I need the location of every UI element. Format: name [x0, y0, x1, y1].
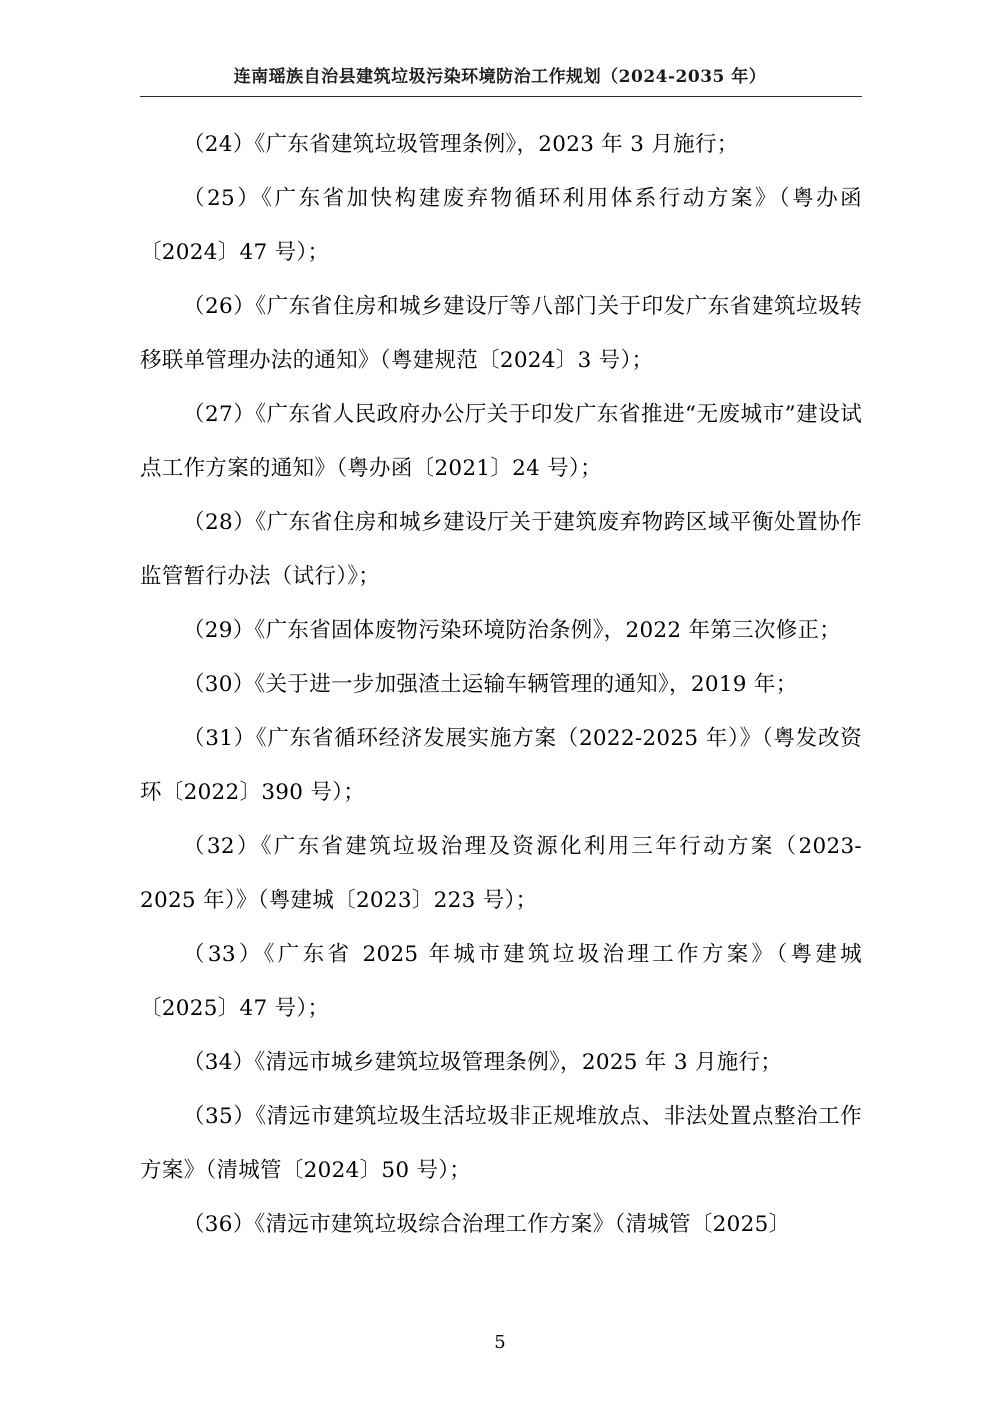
document-body	[140, 118, 862, 1252]
page-header	[140, 62, 860, 87]
paragraph: （31）《广东省循环经济发展实施方案（2022-2025 年）》（粤发改资环〔2022〕390 号）；	[140, 726, 862, 805]
paragraph: （35）《清远市建筑垃圾生活垃圾非正规堆放点、非法处置点整治工作方案》（清城管〔2024〕50 号）；	[140, 1104, 862, 1183]
paragraph: （30）《关于进一步加强渣土运输车辆管理的通知》，2019 年；	[183, 672, 798, 697]
paragraph: （25）《广东省加快构建废弃物循环利用体系行动方案》（粤办函〔2024〕47 号）；	[140, 186, 862, 265]
paragraph: （26）《广东省住房和城乡建设厅等八部门关于印发广东省建筑垃圾转移联单管理办法的通知》（粤建规范〔2024〕3 号）；	[140, 294, 862, 373]
page-number: 5	[494, 1332, 506, 1353]
header-title: 连南瑶族自治县建筑垃圾污染环境防治工作规划（2024-2035 年）	[233, 67, 767, 87]
paragraph: （24）《广东省建筑垃圾管理条例》，2023 年 3 月施行；	[183, 132, 739, 157]
paragraph: （28）《广东省住房和城乡建设厅关于建筑废弃物跨区域平衡处置协作监管暂行办法（试行）》；	[140, 510, 862, 589]
paragraph: （29）《广东省固体废物污染环境防治条例》，2022 年第三次修正；	[183, 618, 842, 643]
paragraph: （32）《广东省建筑垃圾治理及资源化利用三年行动方案（2023-2025 年）》（粤建城〔2023〕223 号）；	[140, 834, 862, 913]
paragraph: （34）《清远市城乡建筑垃圾管理条例》，2025 年 3 月施行；	[183, 1050, 783, 1075]
header-divider	[140, 96, 862, 97]
paragraph: （36）《清远市建筑垃圾综合治理工作方案》（清城管〔2025〕	[183, 1212, 791, 1237]
paragraph: （27）《广东省人民政府办公厅关于印发广东省推进“无废城市”建设试点工作方案的通知》（粤办函〔2021〕24 号）；	[140, 402, 862, 481]
paragraph: （33）《广东省 2025 年城市建筑垃圾治理工作方案》（粤建城〔2025〕47 号）；	[140, 942, 862, 1021]
